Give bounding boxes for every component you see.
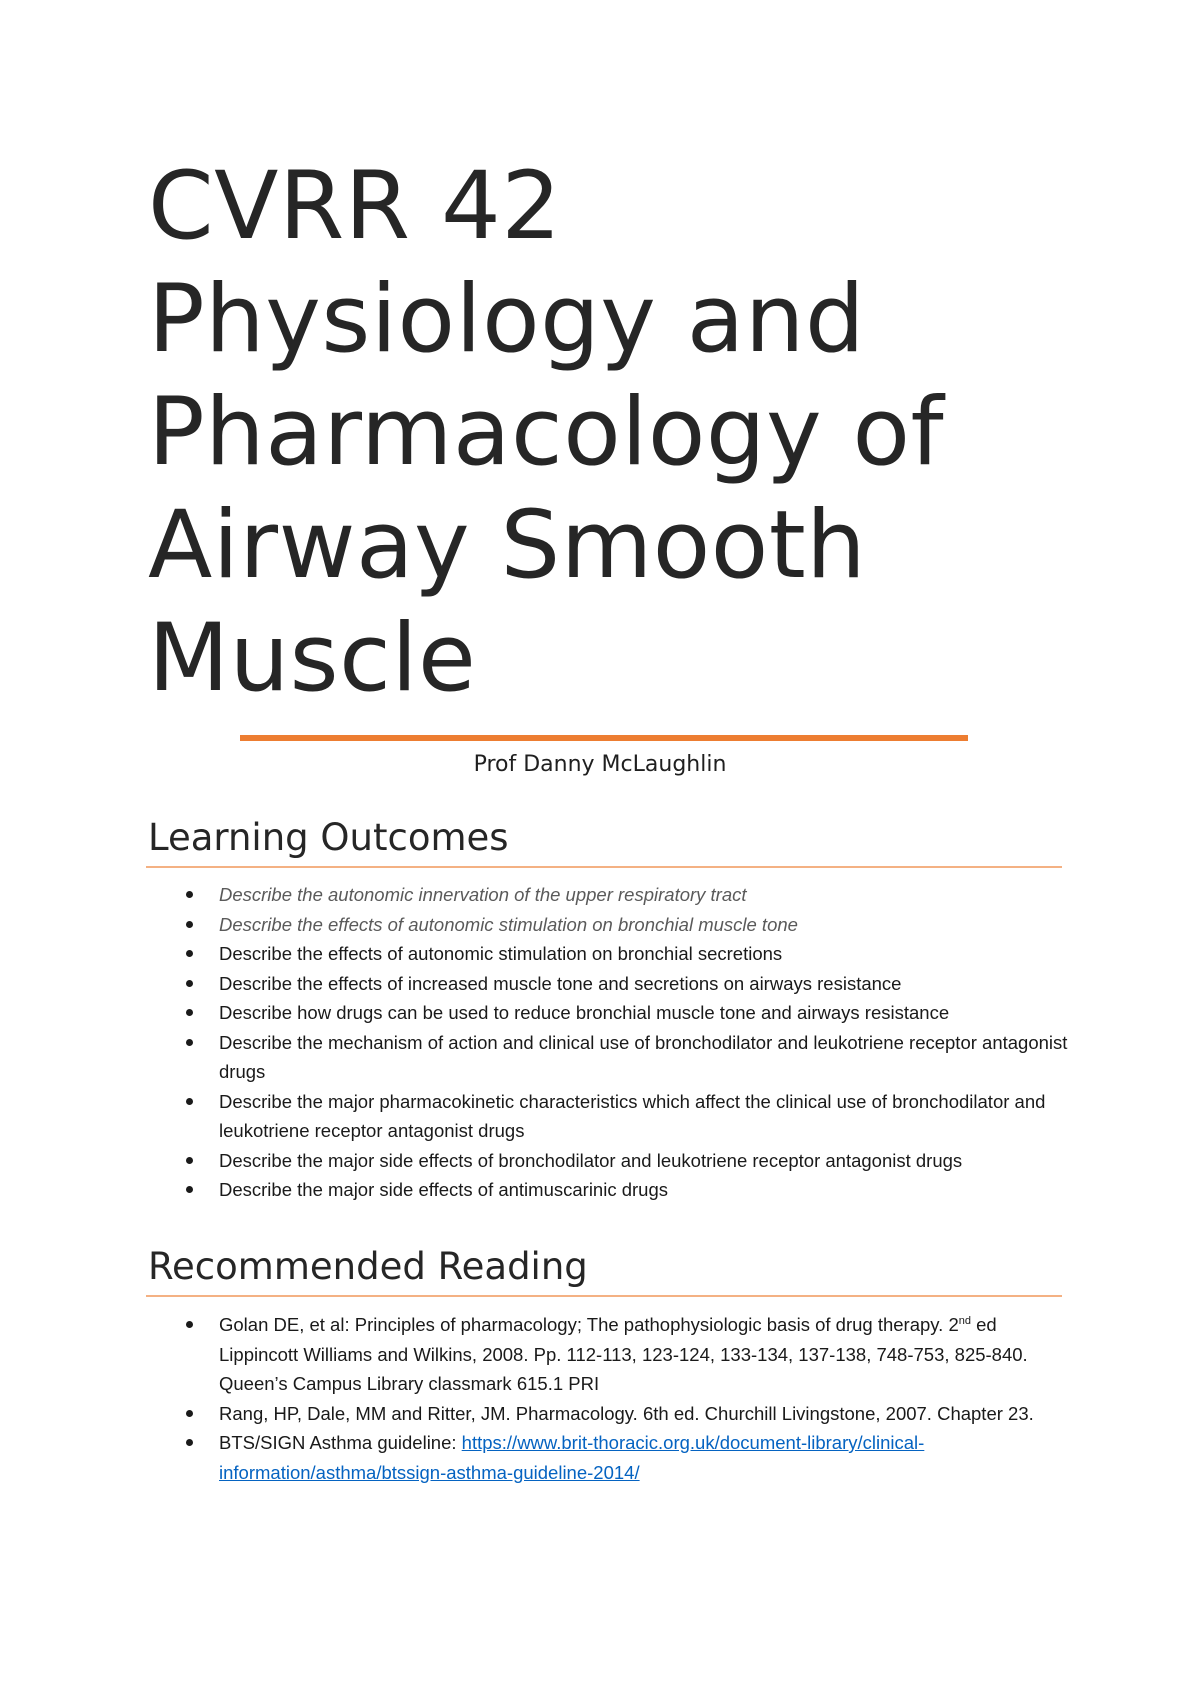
bullet-icon — [186, 921, 193, 928]
learning-outcomes-heading: Learning Outcomes — [148, 816, 509, 859]
list-item — [0, 1146, 1071, 1176]
ordinal-suffix: nd — [958, 1314, 971, 1327]
list-item-text: Describe the effects of autonomic stimulation on bronchial muscle tone — [219, 913, 798, 935]
bullet-icon — [186, 1098, 193, 1105]
list-item-text: Describe how drugs can be used to reduce bronchial muscle tone and airways resistance — [219, 1002, 950, 1023]
title-divider — [240, 735, 968, 741]
learning-outcomes-list — [0, 880, 1200, 1205]
title-line-4: Airway Smooth — [148, 491, 867, 600]
list-item — [0, 969, 1071, 999]
list-item-text: Describe the major side effects of antimuscarinic drugs — [219, 1179, 668, 1200]
list-item-text: Describe the effects of autonomic stimulation on bronchial secretions — [219, 943, 783, 964]
author-name: Prof Danny McLaughlin — [473, 752, 727, 777]
document-title — [148, 150, 1048, 715]
list-item-text: Describe the mechanism of action and clinical use of bronchodilator and leukotriene receptor antagonist drugs — [219, 1031, 1068, 1082]
bts-guideline-link[interactable]: https://www.brit-thoracic.org.uk/document-library/clinical-information/asthma/btssign-asthma-guideline-2014/ — [219, 1432, 925, 1483]
bullet-icon — [186, 950, 193, 957]
list-item-text: Describe the effects of increased muscle tone and secretions on airways resistance — [219, 972, 902, 994]
bullet-icon — [186, 1410, 193, 1417]
list-item — [0, 1310, 1071, 1399]
reference-golan-text-cont: ed Lippincott Williams and Wilkins, 2008. Pp. 112-113, 123-124, 133-134, 137-138, 748-753, 825-840. Queen’s Campus Library classmark 615.1 PRI — [219, 1314, 1028, 1394]
reference-bts-label: BTS/SIGN Asthma guideline: — [219, 1432, 462, 1453]
list-item — [0, 939, 1071, 969]
list-item — [0, 998, 1071, 1028]
list-item — [0, 1399, 1071, 1429]
list-item — [0, 1028, 1071, 1087]
bullet-icon — [186, 1439, 193, 1446]
reference-golan-text: Golan DE, et al: Principles of pharmacology; The pathophysiologic basis of drug therapy. 2 — [219, 1314, 959, 1335]
list-item-text: Describe the major side effects of bronchodilator and leukotriene receptor antagonist drugs — [219, 1149, 963, 1171]
list-item — [0, 910, 1071, 940]
bullet-icon — [186, 1321, 193, 1328]
learning-outcomes-divider — [146, 866, 1062, 868]
list-item — [0, 880, 1071, 910]
recommended-reading-heading: Recommended Reading — [148, 1245, 588, 1288]
bullet-icon — [186, 1039, 193, 1046]
list-item-text: Describe the major pharmacokinetic characteristics which affect the clinical use of bronchodilator and leukotriene receptor antagonist drugs — [219, 1090, 1046, 1141]
reference-rang: Rang, HP, Dale, MM and Ritter, JM. Pharmacology. 6th ed. Churchill Livingstone, 2007. Chapter 23. — [219, 1402, 1034, 1424]
title-line-3: Pharmacology of — [148, 378, 945, 487]
bullet-icon — [186, 891, 193, 898]
bullet-icon — [186, 1186, 193, 1193]
title-line-2: Physiology and — [148, 265, 866, 374]
reference-golan — [219, 1314, 1028, 1394]
title-line-1: CVRR 42 — [148, 152, 562, 261]
title-line-5: Muscle — [148, 604, 477, 713]
bullet-icon — [186, 1157, 193, 1164]
bullet-icon — [186, 1009, 193, 1016]
recommended-reading-list — [0, 1310, 1200, 1487]
bullet-icon — [186, 980, 193, 987]
list-item — [0, 1087, 1071, 1146]
list-item — [0, 1175, 1071, 1205]
recommended-reading-divider — [146, 1295, 1062, 1297]
list-item-text: Describe the autonomic innervation of the upper respiratory tract — [219, 884, 747, 905]
list-item — [0, 1428, 1071, 1487]
